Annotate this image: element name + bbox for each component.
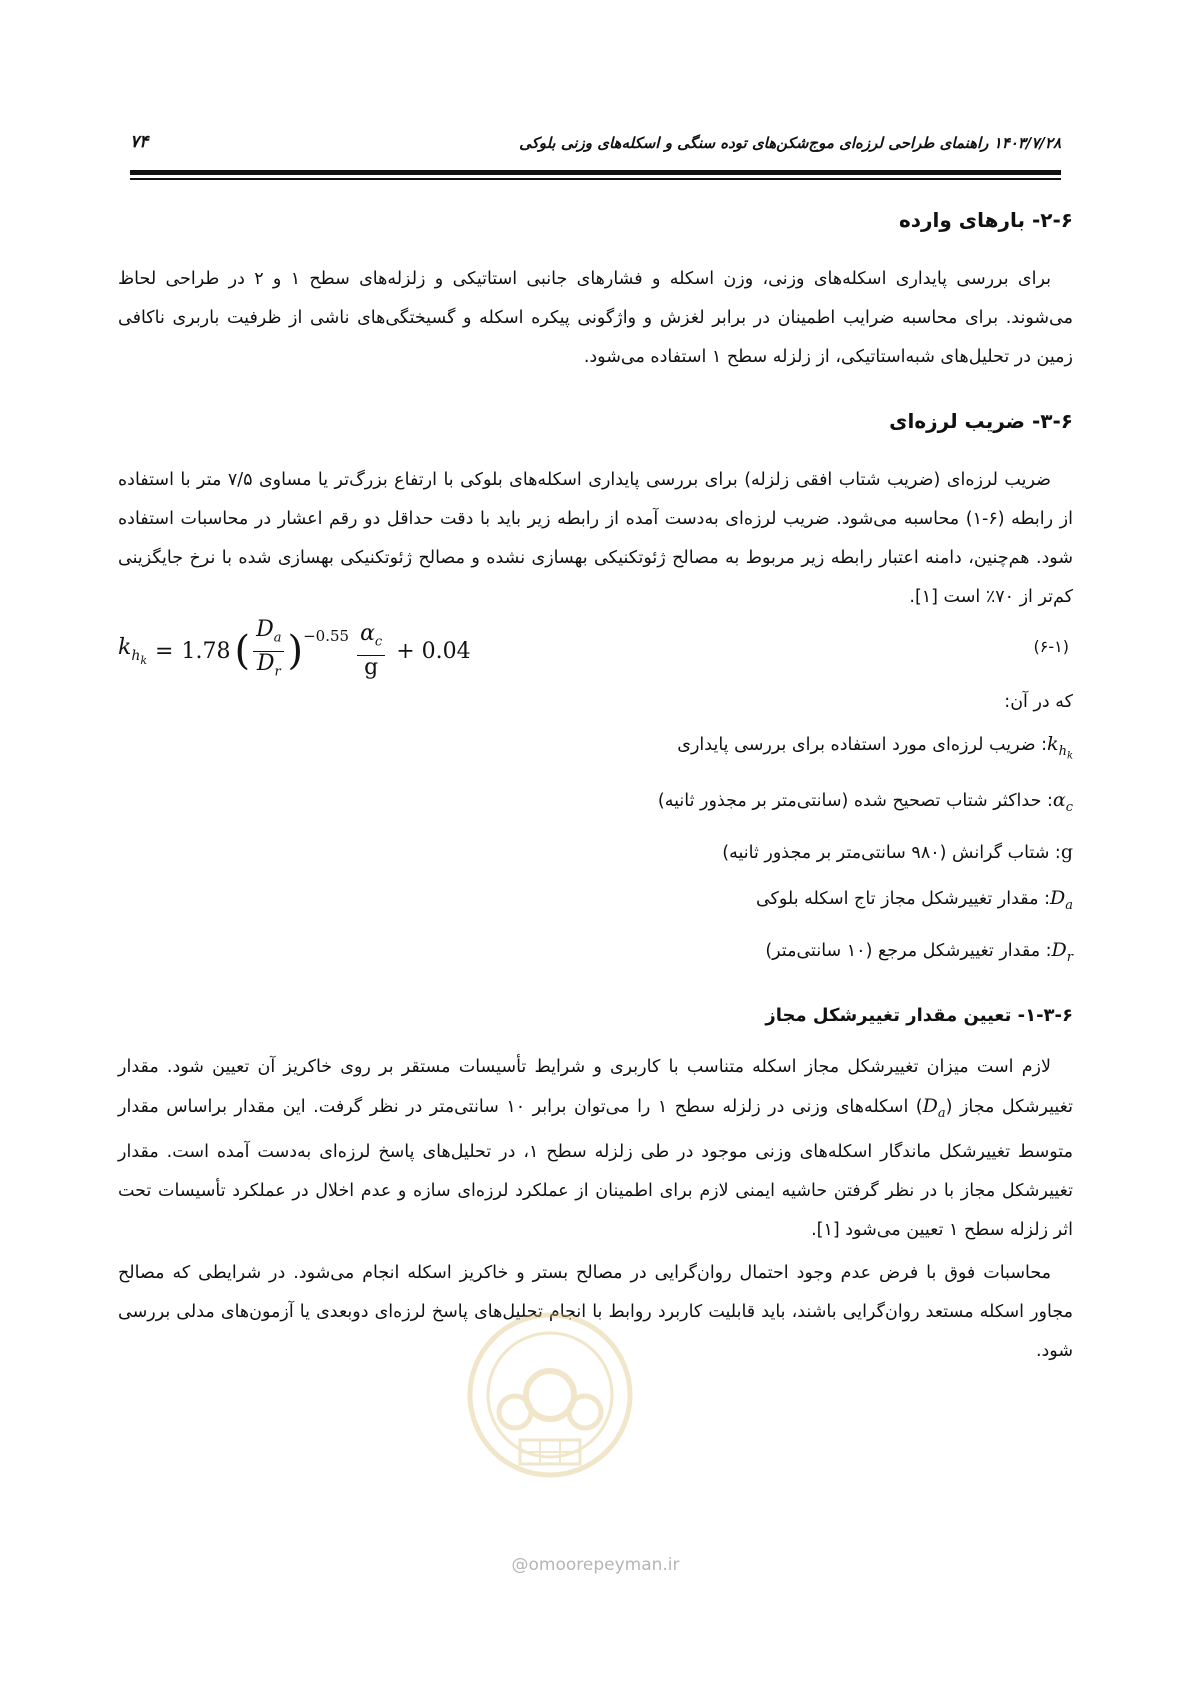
variable-list [118, 722, 1073, 980]
eq-lhs: $k_{h_k}$ [118, 635, 148, 667]
eq-exponent: −0.55 [303, 627, 350, 645]
header-rule-thin [130, 178, 1061, 180]
equation-number: (۶-۱) [1033, 637, 1069, 656]
equation-formula: $k_{h_k}$ = 1.78 ( $\frac{D_a}{D_r}$ ) $^{-0.55}$ $\frac{\alpha_c}{g}$ + 0.04 [118, 621, 471, 681]
section-heading-2-6: ۲-۶- بارهای وارده [898, 208, 1073, 232]
page-number: ۷۴ [130, 132, 149, 152]
at-icon: @ [511, 1555, 529, 1575]
paragraph-liquefaction: محاسبات فوق با فرض عدم وجود احتمال روان‌گرایی در مصالح بستر و خاکریز اسکله انجام می‌شود. در شرایطی که مصالح مجاور اسکله مستعد روان‌گرایی باشند، باید قابلیت کاربرد روابط با انجام تحلیل‌های پاسخ لرزه‌ای دوبعدی یا آزمون‌های مدلی بررسی شود. [118, 1262, 1073, 1361]
equation-6-1 [118, 617, 1073, 681]
where-label: که در آن: [1004, 692, 1073, 712]
paragraph-applied-loads: برای بررسی پایداری اسکله‌های وزنی، وزن اسکله و فشارهای جانبی استاتیکی و زلزله‌های سطح ۱ و ۲ در طراحی لحاظ می‌شوند. برای محاسبه ضرایب اطمینان در برابر لغزش و واژگونی پیکره اسکله و گسیختگی‌های ناشی از ظرفیت باربری ناکافی زمین در تحلیل‌های شبه‌استاتیکی، از زلزله سطح ۱ استفاده می‌شود. [118, 269, 1073, 367]
page-header [130, 132, 1061, 162]
variable-item: $D_r$: مقدار تغییرشکل مرجع (۱۰ سانتی‌متر) [765, 938, 1073, 965]
eq-fraction-deformation: $\frac{D_a}{D_r}$ [253, 618, 284, 684]
variable-item: $\alpha_c$: حداکثر شتاب تصحیح شده (سانتی‌متر بر مجذور ثانیه) [657, 789, 1073, 816]
running-title: ۱۴۰۳/۷/۲۸ راهنمای طراحی لرزه‌ای موج‌شکن‌های توده سنگی و اسکله‌های وزنی بلوکی [519, 134, 1061, 152]
variable-item: $D_a$: مقدار تغییرشکل مجاز تاج اسکله بلوکی [755, 887, 1073, 913]
seal-logo-icon [460, 1300, 640, 1490]
paragraph-allowable-deformation: لازم است میزان تغییرشکل مجاز اسکله متناسب با کاربری و شرایط تأسیسات مستقر بر روی خاکریز آن تعیین شود. مقدار تغییرشکل مجاز $(D_a)$ اسکله‌های وزنی در زلزله سطح ۱ را می‌توان برابر ۱۰ سانتی‌متر در نظر گرفت. این مقدار براساس مقدار متوسط تغییرشکل ماندگار اسکله‌های وزنی موجود در طی زلزله سطح ۱، در تحلیل‌های پاسخ لرزه‌ای به‌دست آمده است. مقدار تغییرشکل مجاز با در نظر گرفتن حاشیه ایمنی لازم برای اطمینان از عملکرد لرزه‌ای سازه و عدم اخلال در عملکرد تأسیسات تحت اثر زلزله سطح ۱ تعیین می‌شود [۱]. [118, 1056, 1073, 1240]
header-rule-thick [130, 170, 1061, 175]
variable-item: $k_{h_k}$: ضریب لرزه‌ای مورد استفاده برای بررسی پایداری [677, 733, 1073, 762]
section-heading-1-3-6: ۱-۳-۶- تعیین مقدار تغییرشکل مجاز [765, 1004, 1073, 1026]
page-content [118, 188, 1073, 1371]
eq-fraction-acceleration: $\frac{\alpha_c}{g}$ [357, 622, 385, 679]
eq-constant: + 0.04 [396, 638, 471, 664]
section-heading-3-6: ۳-۶- ضریب لرزه‌ای [889, 409, 1073, 433]
paragraph-seismic-coefficient: ضریب لرزه‌ای (ضریب شتاب افقی زلزله) برای بررسی پایداری اسکله‌های بلوکی با ارتفاع بزرگ‌تر یا مساوی ۷/۵ متر با استفاده از رابطه (۶-۱) محاسبه می‌شود. ضریب لرزه‌ای به‌دست آمده از رابطه زیر باید با دقت حداقل دو رقم اعشار در محاسبات استفاده شود. هم‌چنین، دامنه اعتبار رابطه زیر مربوط به مصالح ژئوتکنیکی بهسازی نشده و مصالح ژئوتکنیکی بهسازی شده با نرخ جایگزینی کم‌تر از ۷۰٪ است [۱]. [118, 470, 1073, 607]
footer-site: @omoorepeyman.ir [511, 1555, 680, 1575]
variable-item: g: شتاب گرانش (۹۸۰ سانتی‌متر بر مجذور ثانیه) [722, 841, 1073, 864]
eq-coefficient: 1.78 [181, 638, 231, 664]
